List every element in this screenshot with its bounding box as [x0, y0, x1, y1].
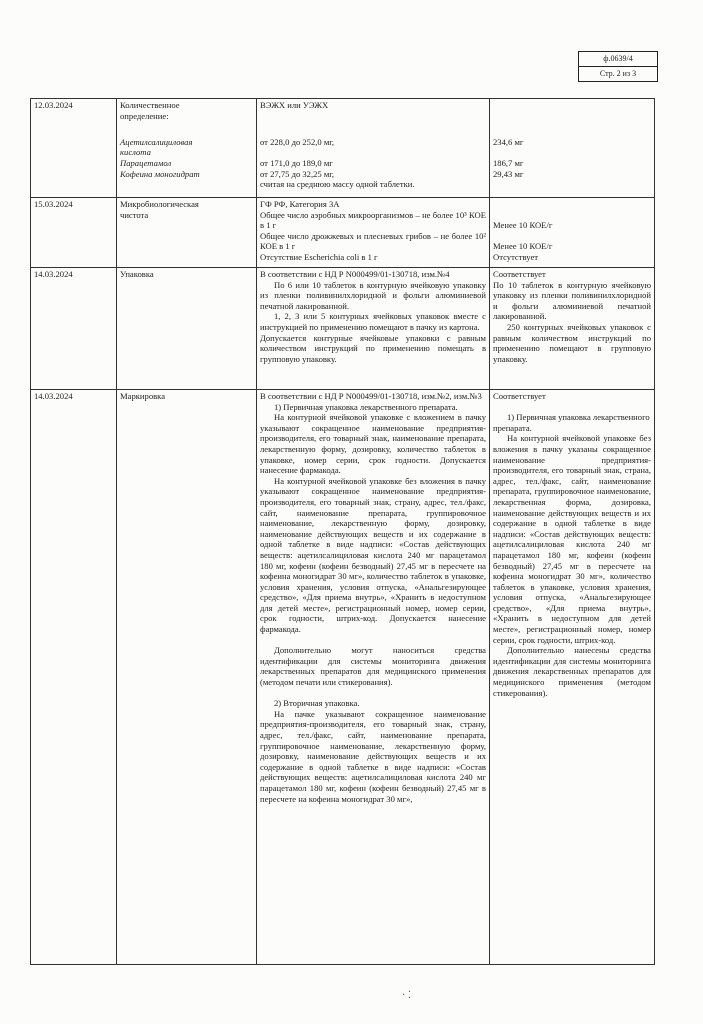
result-cell: Соответствует 1) Первичная упаковка лекарственного препарата. На контурной ячейковой упаковке без вложения в пачку указаны сокращенное наименование предприятия-производителя, его товарный знак, страна, адрес, тел./факс, сайт, наименование препарата, группировочное наименование, лекарственная форма, дозировка, наименование действующих веществ и их содержание в одной таблетке в виде надписи: «Состав действующих веществ: ацетилсалициловая кислота 240 мг парацетамол 180 мг, кофеин (кофеин безводный) 27,45 мг в пересчете на кофеина моногидрат 30 мг», количество таблеток в упаковке, условия хранения, условия отпуска, «Анальгезирующее средство», «Для приема внутрь», «Хранить в недоступном для детей месте», регистрационный номер, номер серии, срок годности, штрих-код. Дополнительно нанесены средства идентификации для системы мониторинга движения лекарственных препаратов для медицинского применения (методом стикерования).: [490, 390, 655, 965]
date-cell: 14.03.2024: [31, 268, 117, 390]
scan-artifact: · ⁚: [402, 990, 412, 1001]
result-cell: 234,6 мг 186,7 мг 29,43 мг: [490, 99, 655, 198]
form-code-box: [578, 51, 658, 82]
parameter-cell: Микробиологическая чистота: [117, 198, 257, 268]
requirement-cell: ГФ РФ, Категория 3А Общее число аэробных микроорганизмов – не более 10³ КОЕ в 1 г Общее число дрожжевых и плесневых грибов – не более 10² КОЕ в 1 г Отсутствие Escherichia coli в 1 г: [257, 198, 490, 268]
page-number: Стр. 2 из 3: [579, 66, 657, 81]
date-cell: 12.03.2024: [31, 99, 117, 198]
parameter-cell: Количественное определение: Ацетилсалициловая кислота Парацетамол Кофеина моногидрат: [117, 99, 257, 198]
result-cell: Соответствует По 10 таблеток в контурную ячейковую упаковку из пленки поливинилхлоридной и фольги алюминиевой печатной лакированной. 250 контурных ячейковых упаковок с равным количеством инструкций по применению помещают в групповую упаковку.: [490, 268, 655, 390]
requirement-cell: ВЭЖХ или УЭЖХ от 228,0 до 252,0 мг, от 171,0 до 189,0 мг от 27,75 до 32,25 мг, считая на среднюю массу одной таблетки.: [257, 99, 490, 198]
parameter-cell: Маркировка: [117, 390, 257, 965]
date-cell: 15.03.2024: [31, 198, 117, 268]
requirement-cell: В соответствии с НД Р N000499/01-130718, изм.№4 По 6 или 10 таблеток в контурную ячейковую упаковку из пленки поливинилхлоридной и фольги алюминиевой печатной лакированной. 1, 2, 3 или 5 контурных ячейковых упаковок вместе с инструкцией по применению помещают в пачку из картона. Допускается контурные ячейковые упаковки с равным количеством инструкций по применению помещать в групповую упаковку.: [257, 268, 490, 390]
date-cell: 14.03.2024: [31, 390, 117, 965]
test-results-table: [30, 98, 655, 965]
parameter-cell: Упаковка: [117, 268, 257, 390]
result-cell: Менее 10 КОЕ/г Менее 10 КОЕ/г Отсутствует: [490, 198, 655, 268]
requirement-cell: В соответствии с НД Р N000499/01-130718, изм.№2, изм.№3 1) Первичная упаковка лекарственного препарата. На контурной ячейковой упаковке с вложением в пачку указывают сокращенное наименование предприятия-производителя, его товарный знак, наименование препарата, лекарственную форму, дозировку, количество таблеток в упаковке, номер серии, срок годности. Допускается нанесение фармакода. На контурной ячейковой упаковке без вложения в пачку указывают сокращенное наименование предприятия-производителя, его товарный знак, страну, адрес, тел./факс, сайт, наименование препарата, группировочное наименование, лекарственную форму, дозировку, наименование действующих веществ и их содержание в одной таблетке в виде надписи: «Состав действующих веществ: ацетилсалициловая кислота 240 мг парацетамол 180 мг, кофеин (кофеин безводный) 27,45 мг в пересчете на кофеина моногидрат 30 мг», количество таблеток в упаковке, условия хранения, условия отпуска, «Анальгезирующее средство», «Для приема внутрь», «Хранить в недоступном для детей месте», регистрационный номер, номер серии, срок годности, штрих-код. Допускается нанесение фармакода. Дополнительно могут наноситься средства идентификации для системы мониторинга движения лекарственных препаратов для медицинского применения (методом печати или стикерования). 2) Вторичная упаковка. На пачке указывают сокращенное наименование предприятия-производителя, его товарный знак, страну, адрес, тел./факс, сайт, наименование препарата, группировочное наименование, лекарственную форму, дозировку, наименование действующих веществ и их содержание в одной таблетке в виде надписи: «Состав действующих веществ: ацетилсалициловая кислота 240 мг парацетамол 180 мг, кофеин (кофеин безводный) 27,45 мг в пересчете на кофеина моногидрат 30 мг»,: [257, 390, 490, 965]
table-row: [31, 390, 655, 965]
table-row: [31, 268, 655, 390]
table-row: [31, 198, 655, 268]
table-row: [31, 99, 655, 198]
form-code: ф.0639/4: [603, 54, 633, 63]
